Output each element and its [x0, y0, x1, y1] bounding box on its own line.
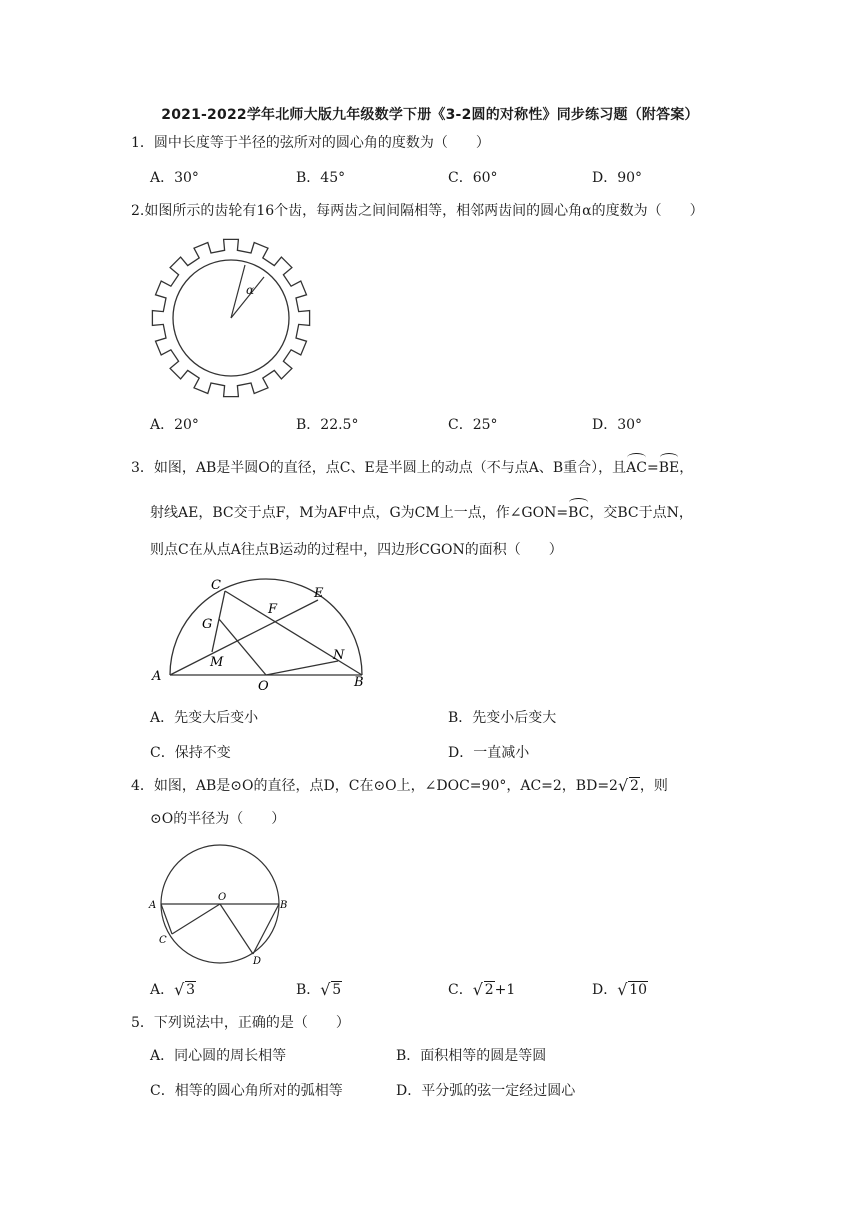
sqrt-radicand: 5	[332, 982, 342, 998]
sqrt-symbol: √ 2	[617, 776, 639, 795]
question-2-option-d: D．30°	[592, 417, 643, 433]
question-4-option-a	[150, 980, 196, 1000]
question-4-line-1b: ，则	[639, 778, 668, 794]
option-suffix: +1	[494, 982, 516, 998]
question-2-text: 2.如图所示的齿轮有16个齿，每两齿之间间隔相等，相邻两齿间的圆心角α的度数为（ ）	[131, 203, 704, 219]
question-3-line-1-text: 3．如图，AB是半圆O的直径，点C、E是半圆上的动点（不与点A、B重合），且	[131, 460, 627, 476]
point-n-label: N	[333, 648, 345, 663]
sqrt-symbol: √ 3	[174, 980, 196, 999]
option-prefix: D．	[592, 982, 618, 998]
question-3-line-3: 则点C在从点A往点B运动的过程中，四边形CGON的面积（ ）	[150, 542, 563, 558]
question-2-option-a: A．20°	[150, 417, 199, 433]
question-5-option-a: A．同心圆的周长相等	[150, 1048, 287, 1064]
sqrt-radicand: 3	[186, 982, 196, 998]
question-1-option-b: B．45°	[296, 170, 346, 186]
sqrt-radicand: 10	[629, 982, 648, 998]
question-3-line-2	[150, 503, 693, 523]
question-4-line-1a: 4．如图，AB是⊙O的直径，点D，C在⊙O上，∠DOC=90°，AC=2，BD=2	[131, 778, 618, 794]
question-3-line-2b: ，交BC于点N，	[589, 505, 693, 521]
circle-point-c-label: C	[159, 935, 167, 946]
arc-bc-label: BC	[568, 505, 590, 521]
question-4-option-d	[592, 980, 648, 1000]
question-1-option-d: D．90°	[592, 170, 643, 186]
semicircle-figure	[148, 574, 374, 690]
question-3-line-2a: 射线AE，BC交于点F，M为AF中点，G为CM上一点，作∠GON=	[150, 505, 569, 521]
question-4-option-c	[448, 980, 515, 1000]
point-o-label: O	[258, 679, 269, 690]
sqrt-symbol: √ 2	[472, 980, 494, 999]
circle-point-d-label: D	[253, 956, 262, 967]
point-m-label: M	[210, 655, 224, 670]
question-3-option-b: B．先变小后变大	[448, 710, 557, 726]
question-5-text: 5．下列说法中，正确的是（ ）	[131, 1015, 350, 1031]
document-title: 2021-2022学年北师大版九年级数学下册《3-2圆的对称性》同步练习题（附答案）	[161, 107, 699, 123]
gear-alpha-label: α	[246, 283, 255, 297]
question-2-option-c: C．25°	[448, 417, 498, 433]
circle-figure	[146, 844, 296, 970]
sqrt-symbol: √ 5	[320, 980, 342, 999]
circle-point-a-label: A	[149, 900, 157, 911]
question-3-option-d: D．一直减小	[448, 745, 530, 761]
question-5-option-c: C．相等的圆心角所对的弧相等	[150, 1083, 343, 1099]
question-3-line-1	[131, 458, 693, 478]
option-prefix: C．	[448, 982, 473, 998]
equals-sign: =	[646, 460, 659, 476]
question-3-option-a: A．先变大后变小	[150, 710, 259, 726]
point-c-label: C	[211, 578, 221, 593]
option-prefix: A．	[150, 982, 175, 998]
question-5-option-d: D．平分弧的弦一定经过圆心	[396, 1083, 576, 1099]
circle-point-o-label: O	[218, 892, 227, 903]
comma: ，	[679, 460, 694, 476]
sqrt-radicand: 2	[629, 778, 639, 794]
question-1-option-a: A．30°	[150, 170, 199, 186]
question-5-option-b: B．面积相等的圆是等圆	[396, 1048, 547, 1064]
point-g-label: G	[202, 617, 213, 632]
point-b-label: B	[354, 675, 364, 690]
circle-point-b-label: B	[280, 900, 288, 911]
point-f-label: F	[268, 602, 278, 617]
arc-ac-label: AC	[626, 460, 647, 476]
question-4-option-b	[296, 980, 342, 1000]
gear-figure	[150, 236, 314, 400]
question-4-line-2: ⊙O的半径为（ ）	[150, 811, 286, 827]
sqrt-radicand: 2	[484, 982, 494, 998]
question-1-text: 1．圆中长度等于半径的弦所对的圆心角的度数为（ ）	[131, 135, 490, 151]
point-a-label: A	[152, 669, 162, 684]
question-1-option-c: C．60°	[448, 170, 498, 186]
question-2-option-b: B．22.5°	[296, 417, 359, 433]
arc-be-label: BE	[658, 460, 680, 476]
sqrt-symbol: √ 10	[617, 980, 648, 999]
option-prefix: B．	[296, 982, 321, 998]
question-3-option-c: C．保持不变	[150, 745, 231, 761]
point-e-label: E	[314, 586, 324, 601]
question-4-line-1	[131, 776, 668, 796]
